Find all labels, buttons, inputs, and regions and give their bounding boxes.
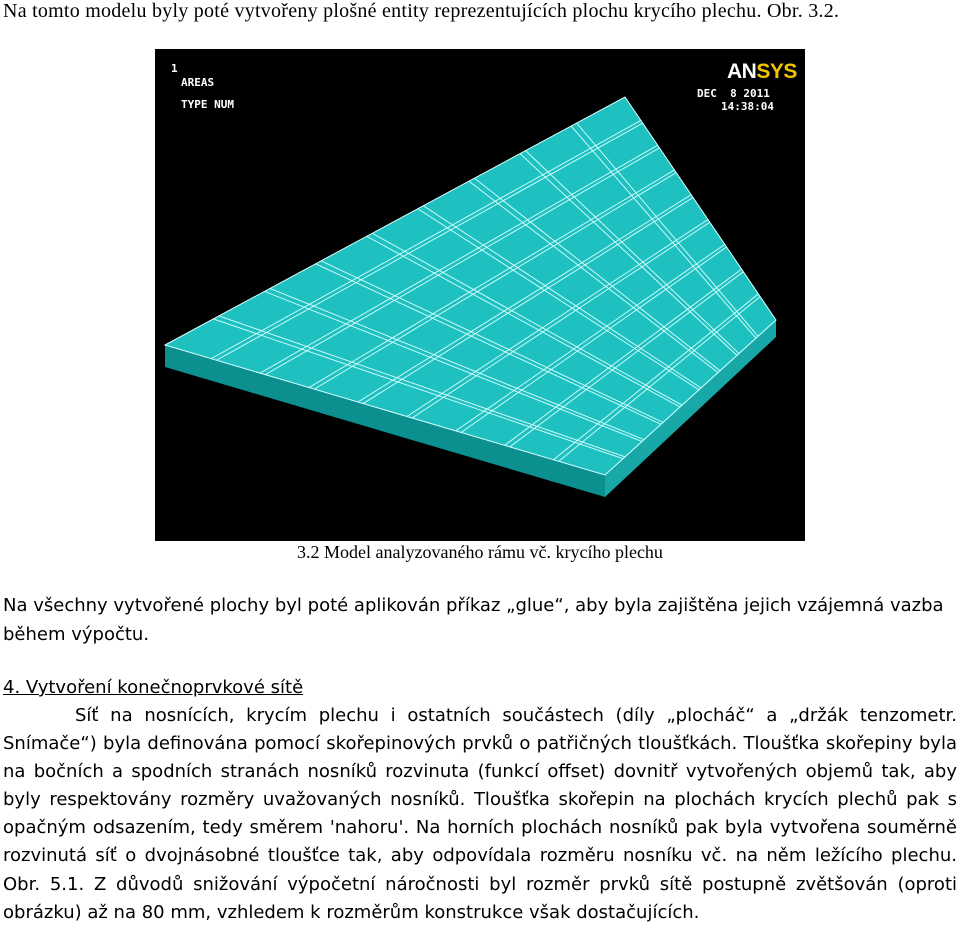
glue-paragraph: Na všechny vytvořené plochy byl poté aplikován příkaz „glue“, aby byla zajištěna jejich vzájemná vazba během výpočtu. xyxy=(3,595,944,645)
plate-model-drawing xyxy=(155,49,805,541)
figure-date: DEC 8 2011 xyxy=(697,87,770,100)
figure-caption: 3.2 Model analyzovaného rámu vč. krycího plechu xyxy=(297,542,663,562)
type-num-label: TYPE NUM xyxy=(181,98,234,111)
areas-label: AREAS xyxy=(181,76,215,89)
section-heading: 4. Vytvoření konečnoprvkové sítě xyxy=(3,677,304,698)
window-number: 1 xyxy=(171,62,178,75)
intro-paragraph: Na tomto modelu byly poté vytvořeny plošné entity reprezentujících plochu krycího plechu. Obr. 3.2. xyxy=(3,0,840,22)
logo-suffix: SYS xyxy=(756,60,797,83)
logo-prefix: AN xyxy=(727,60,757,83)
figure-time: 14:38:04 xyxy=(721,100,774,113)
ansys-logo xyxy=(727,61,797,83)
section-body: Síť na nosnících, krycím plechu i ostatních součástech (díly „plocháč“ a „držák tenzometr. Snímače“) byla definována pomocí skořepinových prvků o patřičných tloušťkách. Tloušťka skořepiny byla na bočních a spodních stranách nosníků rozvinuta (funkcí offset) dovnitř vytvořených objemů tak, aby byly respektovány rozměry uvažovaných nosníků. Tloušťka skořepin na plochách krycích plechů pak s opačným odsazením, tedy směrem 'nahoru'. Na horních plochách nosníků pak byla vytvořena souměrně rozvinutá síť o dvojnásobné tloušťce tak, aby odpovídala rozměru nosníku vč. na něm ležícího plechu. Obr. 5.1. Z důvodů snižování výpočetní náročnosti byl rozměr prvků sítě postupně zvětšován (oproti obrázku) až na 80 mm, vzhledem k rozměrům konstrukce však dostačujících. xyxy=(3,705,957,923)
ansys-model-figure xyxy=(155,49,805,541)
